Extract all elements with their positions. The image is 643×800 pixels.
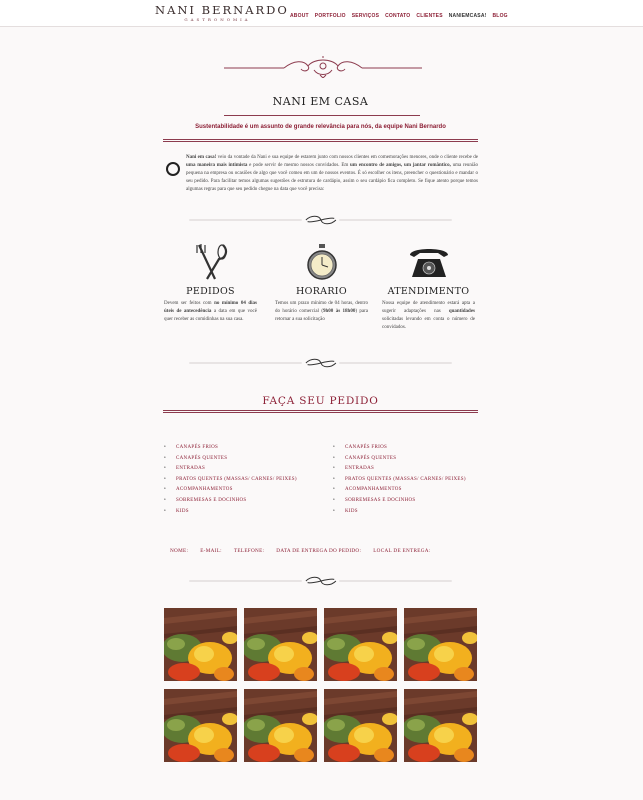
- scroll-divider-icon: [163, 215, 478, 225]
- gallery-photo[interactable]: [404, 608, 477, 681]
- stopwatch-icon: [304, 243, 340, 283]
- menu-item[interactable]: • ACOMPANHAMENTOS: [333, 485, 466, 496]
- menu-item[interactable]: • ENTRADAS: [333, 464, 466, 475]
- delivery-location-field[interactable]: LOCAL DE ENTREGA:: [373, 548, 431, 554]
- atendimento-text-a: Nossa equipe de atendimento estará apta a sugerir adaptações nas: [382, 301, 475, 314]
- horario-text-a: Temos um prazo mínimo de 04 horas, dentro do horário comercial (: [275, 301, 368, 314]
- menu-item[interactable]: • KIDS: [164, 507, 297, 518]
- phone-field[interactable]: TELEFONE:: [233, 548, 265, 554]
- nav-naniemcasa[interactable]: NANIEMCASA!: [448, 13, 487, 19]
- order-form: [170, 548, 431, 554]
- column-text-horario: [275, 300, 368, 324]
- column-pedidos: [164, 243, 257, 324]
- gallery-photo[interactable]: [244, 608, 317, 681]
- intro-text-2: e pode servir de mesmo nossos convidados. Em: [247, 163, 351, 168]
- gallery-photo[interactable]: [164, 689, 237, 762]
- column-text-atendimento: [382, 300, 475, 332]
- intro-bold-2: uma maneira mais intimista: [186, 163, 248, 168]
- nav-portfolio[interactable]: PORTFOLIO: [314, 13, 346, 19]
- nav-clientes[interactable]: CLIENTES: [416, 13, 443, 19]
- column-heading-horario: HORARIO: [296, 286, 347, 297]
- delivery-date-field[interactable]: DATA DE ENTREGA DO PEDIDO:: [276, 548, 362, 554]
- pedidos-text-a: Devem ser feitos com: [164, 301, 215, 306]
- order-section-title: FAÇA SEU PEDIDO: [262, 395, 379, 407]
- cutlery-icon: [193, 243, 229, 283]
- menu-item[interactable]: • CANAPÉS FRIOS: [164, 443, 297, 454]
- nav-servicos[interactable]: SERVIÇOS: [351, 13, 380, 19]
- menu-item[interactable]: • ACOMPANHAMENTOS: [164, 485, 297, 496]
- column-heading-atendimento: ATENDIMENTO: [387, 286, 470, 297]
- atendimento-bold: quantidades: [448, 309, 475, 314]
- intro-bold-3: um encontro de amigos, um jantar romântico,: [350, 163, 451, 168]
- menu-item[interactable]: • PRATOS QUENTES (MASSAS/ CARNES/ PEIXES): [333, 475, 466, 486]
- menu-item[interactable]: • ENTRADAS: [164, 464, 297, 475]
- intro-paragraph: [186, 154, 478, 194]
- gallery-photo[interactable]: [324, 608, 397, 681]
- logo-subtitle: GASTRONOMIA: [184, 17, 251, 22]
- menu-item[interactable]: • CANAPÉS FRIOS: [333, 443, 466, 454]
- pedidos-text-b: a data em que você quer receber as comidinhas na sua casa.: [164, 309, 257, 322]
- menu-item[interactable]: • SOBREMESAS E DOCINHOS: [164, 496, 297, 507]
- gallery-photo[interactable]: [244, 689, 317, 762]
- nav-contato[interactable]: CONTATO: [385, 13, 411, 19]
- menu-list-right: [333, 443, 466, 517]
- atendimento-text-b: solicitadas levando em conta o número de convidados.: [382, 317, 475, 330]
- bullet-circle-icon: [166, 162, 180, 176]
- column-text-pedidos: [164, 300, 257, 324]
- flourish-ornament-icon: [224, 56, 422, 78]
- logo-name: NANI BERNARDO: [155, 3, 289, 17]
- column-horario: [275, 243, 368, 324]
- page-title: NANI EM CASA: [272, 95, 369, 108]
- intro-bold-1: Nani em casa!: [186, 155, 217, 160]
- menu-item[interactable]: • CANAPÉS QUENTES: [333, 454, 466, 465]
- email-field[interactable]: E-MAIL:: [200, 548, 222, 554]
- nav-blog[interactable]: BLOG: [492, 13, 508, 19]
- gallery-photo[interactable]: [404, 689, 477, 762]
- intro-text-3: uma reunião pequena na empresa ou ocasiões de algo que você comeu em um de nossos eventos. É só escolher os itens, preencher o questionário e mandar o seu pedido. Para facilitar temos algumas sugestões de estrutura de cardápio, assim o seu cardápio fica completo. Se fique atento porque temos algumas regras para que seu pedido chegue na data que você precisa:: [186, 163, 478, 192]
- double-rule: [163, 139, 478, 142]
- nav-about[interactable]: ABOUT: [290, 13, 309, 19]
- gallery-photo[interactable]: [324, 689, 397, 762]
- top-bar: [0, 0, 643, 27]
- menu-item[interactable]: • CANAPÉS QUENTES: [164, 454, 297, 465]
- horario-bold: 9h00 às 18h00: [323, 309, 356, 314]
- menu-item[interactable]: • KIDS: [333, 507, 466, 518]
- title-underline: [224, 115, 420, 116]
- telephone-icon: [404, 243, 454, 283]
- gallery-photo[interactable]: [164, 608, 237, 681]
- horario-text-b: ) para retornar a sua solicitação: [275, 309, 368, 322]
- page-subtitle: Sustentabilidade é um assunto de grande relevância para nós, da equipe Nani Bernardo: [195, 124, 446, 130]
- name-field[interactable]: NOME:: [170, 548, 189, 554]
- menu-item[interactable]: • SOBREMESAS E DOCINHOS: [333, 496, 466, 507]
- column-atendimento: [382, 243, 475, 332]
- order-double-rule: [163, 410, 478, 413]
- scroll-divider-icon: [163, 358, 478, 368]
- pedidos-bold: no mínimo 04 dias úteis de antecedência: [164, 301, 257, 314]
- site-logo[interactable]: [155, 3, 289, 23]
- menu-item[interactable]: • PRATOS QUENTES (MASSAS/ CARNES/ PEIXES): [164, 475, 297, 486]
- scroll-divider-icon: [163, 576, 478, 586]
- main-nav: [290, 13, 508, 19]
- menu-list-left: [164, 443, 297, 517]
- column-heading-pedidos: PEDIDOS: [186, 286, 235, 297]
- intro-text-1: veio da vontade da Nani e sua equipe de estarem junto com nossos clientes em comemorações menores, onde o cliente recebe de: [216, 155, 479, 160]
